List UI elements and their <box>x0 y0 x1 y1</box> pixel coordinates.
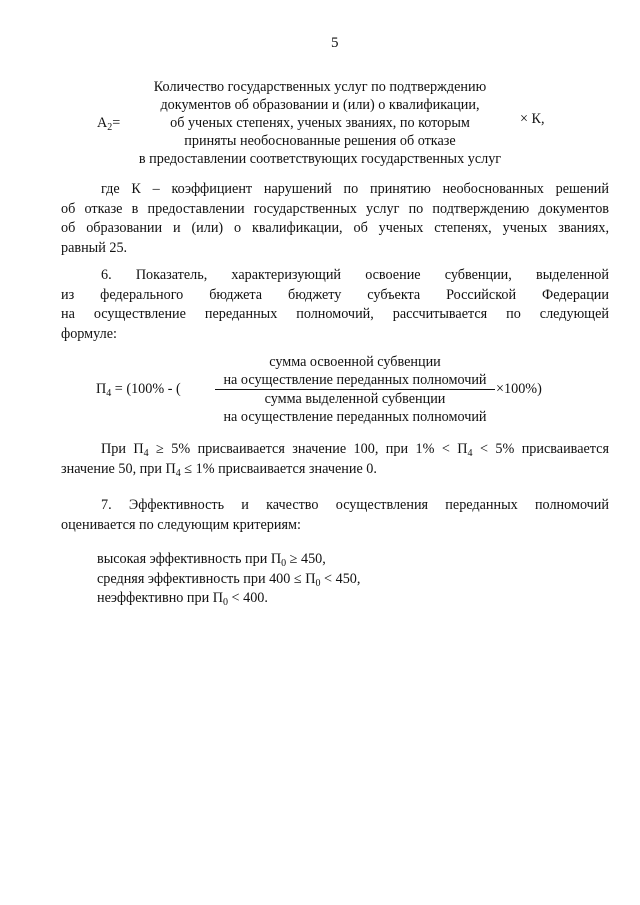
formula-a2-line: об ученых степенях, ученых званиях, по которым <box>170 115 470 131</box>
formula-a2-line: документов об образовании и (или) о квалификации, <box>160 97 480 113</box>
formula-p4-suffix: ×100%) <box>496 381 542 397</box>
formula-a2-lhs: $A_2=$ <box>97 115 121 133</box>
formula-a2-multiplier: × К, <box>520 111 545 127</box>
text-line: из федерального бюджета бюджету субъекта Российской Федерации <box>61 286 609 303</box>
page-number: 5 <box>331 35 339 51</box>
text-line: При $П_4 \ge 5\%$ присваивается значение 100, при $1\% < П_4 < 5\%$ присваивается <box>101 441 609 459</box>
where-k-paragraph <box>61 180 609 258</box>
item-6-paragraph <box>61 266 609 344</box>
criteria-item: высокая эффективность при $П_0 \ge 450$, <box>97 551 326 569</box>
fraction-line <box>215 389 495 390</box>
text-line: на осуществление переданных полномочий, рассчитывается по следующей <box>61 306 609 322</box>
text-line: формуле: <box>61 325 117 342</box>
text-line: значение 50, при $П_4 \le 1\%$ присваивается значение 0. <box>61 460 377 479</box>
formula-p4-num-1: сумма освоенной субвенции <box>269 354 441 370</box>
criteria-item: неэффективно при $П_0 < 400$. <box>97 590 268 608</box>
item-7-paragraph <box>61 496 609 535</box>
text-line: оценивается по следующим критериям: <box>61 516 301 533</box>
formula-a2-line: приняты необоснованные решения об отказе <box>184 133 456 149</box>
formula-p4-num-2: на осуществление переданных полномочий <box>223 372 487 388</box>
formula-p4-lhs: $П_4 = (100\%$ - ( <box>96 381 181 399</box>
criteria-list <box>97 550 497 609</box>
formula-a2-line: в предоставлении соответствующих государственных услуг <box>138 151 502 167</box>
text-line: об отказе в предоставлении государственных услуг по подтверждению документов <box>61 200 609 217</box>
p4-rule-paragraph <box>61 440 609 479</box>
formula-p4-den-1: сумма выделенной субвенции <box>264 391 446 407</box>
criteria-item: средняя эффективность при $400 \le П_0 < 450$, <box>97 570 361 589</box>
text-line: равный 25. <box>61 239 128 256</box>
text-line: 7. Эффективность и качество осуществления переданных полномочий <box>101 497 609 513</box>
formula-p4-den-2: на осуществление переданных полномочий <box>223 409 487 425</box>
text-line: об образовании и (или) о квалификации, об ученых степенях, ученых званиях, <box>61 220 609 236</box>
text-line: где К – коэффициент нарушений по принятию необоснованных решений <box>101 181 609 197</box>
formula-a2-line: Количество государственных услуг по подтверждению <box>153 79 487 95</box>
text-line: 6. Показатель, характеризующий освоение субвенции, выделенной <box>101 267 609 283</box>
